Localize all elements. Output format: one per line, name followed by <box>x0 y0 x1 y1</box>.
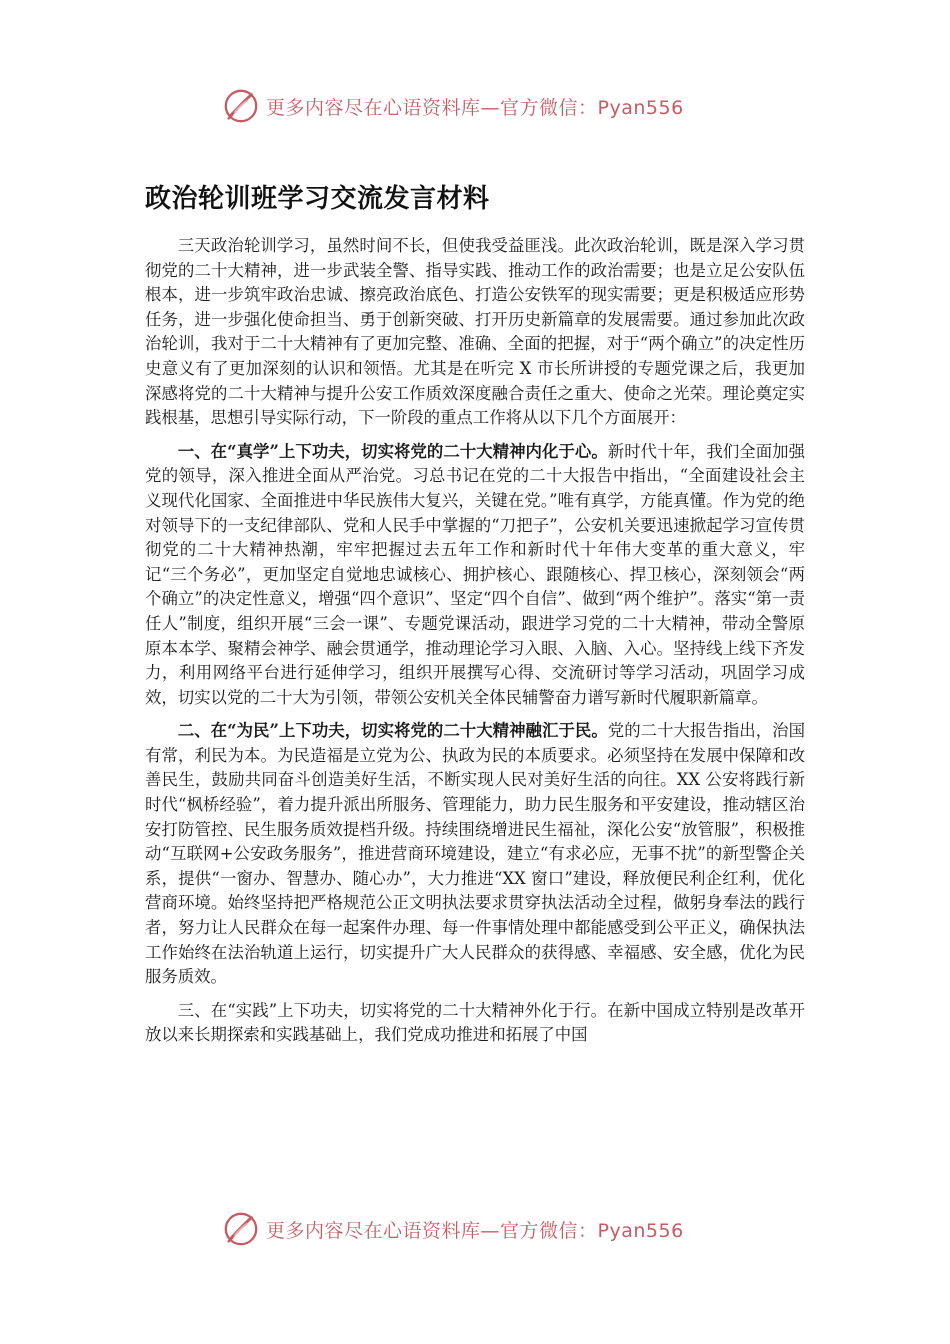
header-watermark-banner <box>222 84 684 128</box>
section-paragraph <box>145 440 805 711</box>
document-body <box>145 234 805 1057</box>
watermark-text: 更多内容尽在心语资料库—官方微信：Pyan556 <box>266 1219 684 1242</box>
section-body: 在新中国成立特别是改革开放以来长期探索和实践基础上，我们党成功推进和拓展了中国 <box>145 1000 805 1045</box>
watermark-text: 更多内容尽在心语资料库—官方微信：Pyan556 <box>266 96 684 119</box>
section-body: 党的二十大报告指出，治国有常，利民为本。为民造福是立党为公、执政为民的本质要求。必须坚持在发展中保障和改善民生，鼓励共同奋斗创造美好生活，不断实现人民对美好生活的向往。XX 公安将践行新时代“枫桥经验”，着力提升派出所服务、管理能力，助力民生服务和平安建设，推动辖区治安打防管控、民生服务质效提档升级。持续围绕增进民生福祉，深化公安“放管服”，积极推动“互联网+公安政务服务”，推进营商环境建设，建立“有求必应，无事不扰”的新型警企关系，提供“一窗办、智慧办、随心办”，大力推进“XX 窗口”建设，释放便民利企红利，优化营商环境。始终坚持把严格规范公正文明执法要求贯穿执法活动全过程，做躬身奉法的践行者，努力让人民群众在每一起案件办理、每一件事情处理中都能感受到公平正义，确保执法工作始终在法治轨道上运行，切实提升广大人民群众的获得感、幸福感、安全感，优化为民服务质效。 <box>145 721 805 987</box>
pen-logo-icon <box>222 1210 260 1248</box>
section-paragraph <box>145 999 805 1048</box>
section-heading: 二、在“为民”上下功夫，切实将党的二十大精神融汇于民。 <box>177 721 608 741</box>
section-heading: 一、在“真学”上下功夫，切实将党的二十大精神内化于心。 <box>177 441 608 461</box>
footer-watermark-banner <box>222 1207 684 1251</box>
section-body: 新时代十年，我们全面加强党的领导，深入推进全面从严治党。习总书记在党的二十大报告中指出，“全面建设社会主义现代化国家、全面推进中华民族伟大复兴，关键在党。”唯有真学，方能真懂。作为党的绝对领导下的一支纪律部队、党和人民手中掌握的“刀把子”，公安机关要迅速掀起学习宣传贯彻党的二十大精神热潮，牢牢把握过去五年工作和新时代十年伟大变革的重大意义，牢记“三个务必”，更加坚定自觉地忠诚核心、拥护核心、跟随核心、捍卫核心，深刻领会“两个确立”的决定性意义，增强“四个意识”、坚定“四个自信”、做到“两个维护”。落实“第一责任人”制度，组织开展“三会一课”、专题党课活动，跟进学习党的二十大精神，带动全警原原本本学、聚精会神学、融会贯通学，推动理论学习入眼、入脑、入心。坚持线上线下齐发力，利用网络平台进行延伸学习，组织开展撰写心得、交流研讨等学习活动，巩固学习成效，切实以党的二十大为引领，带领公安机关全体民辅警奋力谱写新时代履职新篇章。 <box>145 441 805 707</box>
pen-logo-icon <box>222 87 260 125</box>
document-title: 政治轮训班学习交流发言材料 <box>145 184 490 214</box>
section-heading: 三、在“实践”上下功夫，切实将党的二十大精神外化于行。 <box>177 1000 608 1020</box>
intro-paragraph: 三天政治轮训学习，虽然时间不长，但使我受益匪浅。此次政治轮训，既是深入学习贯彻党的二十大精神，进一步武装全警、指导实践、推动工作的政治需要；也是立足公安队伍根本，进一步筑牢政治忠诚、擦亮政治底色、打造公安铁军的现实需要；更是积极适应形势任务，进一步强化使命担当、勇于创新突破、打开历史新篇章的发展需要。通过参加此次政治轮训，我对于二十大精神有了更加完整、准确、全面的把握，对于“两个确立”的决定性历史意义有了更加深刻的认识和领悟。尤其是在听完 X 市长所讲授的专题党课之后，我更加深感将党的二十大精神与提升公安工作质效深度融合责任之重大、使命之光荣。理论奠定实践根基，思想引导实际行动，下一阶段的重点工作将从以下几个方面展开： <box>145 236 805 428</box>
section-paragraph <box>145 719 805 990</box>
